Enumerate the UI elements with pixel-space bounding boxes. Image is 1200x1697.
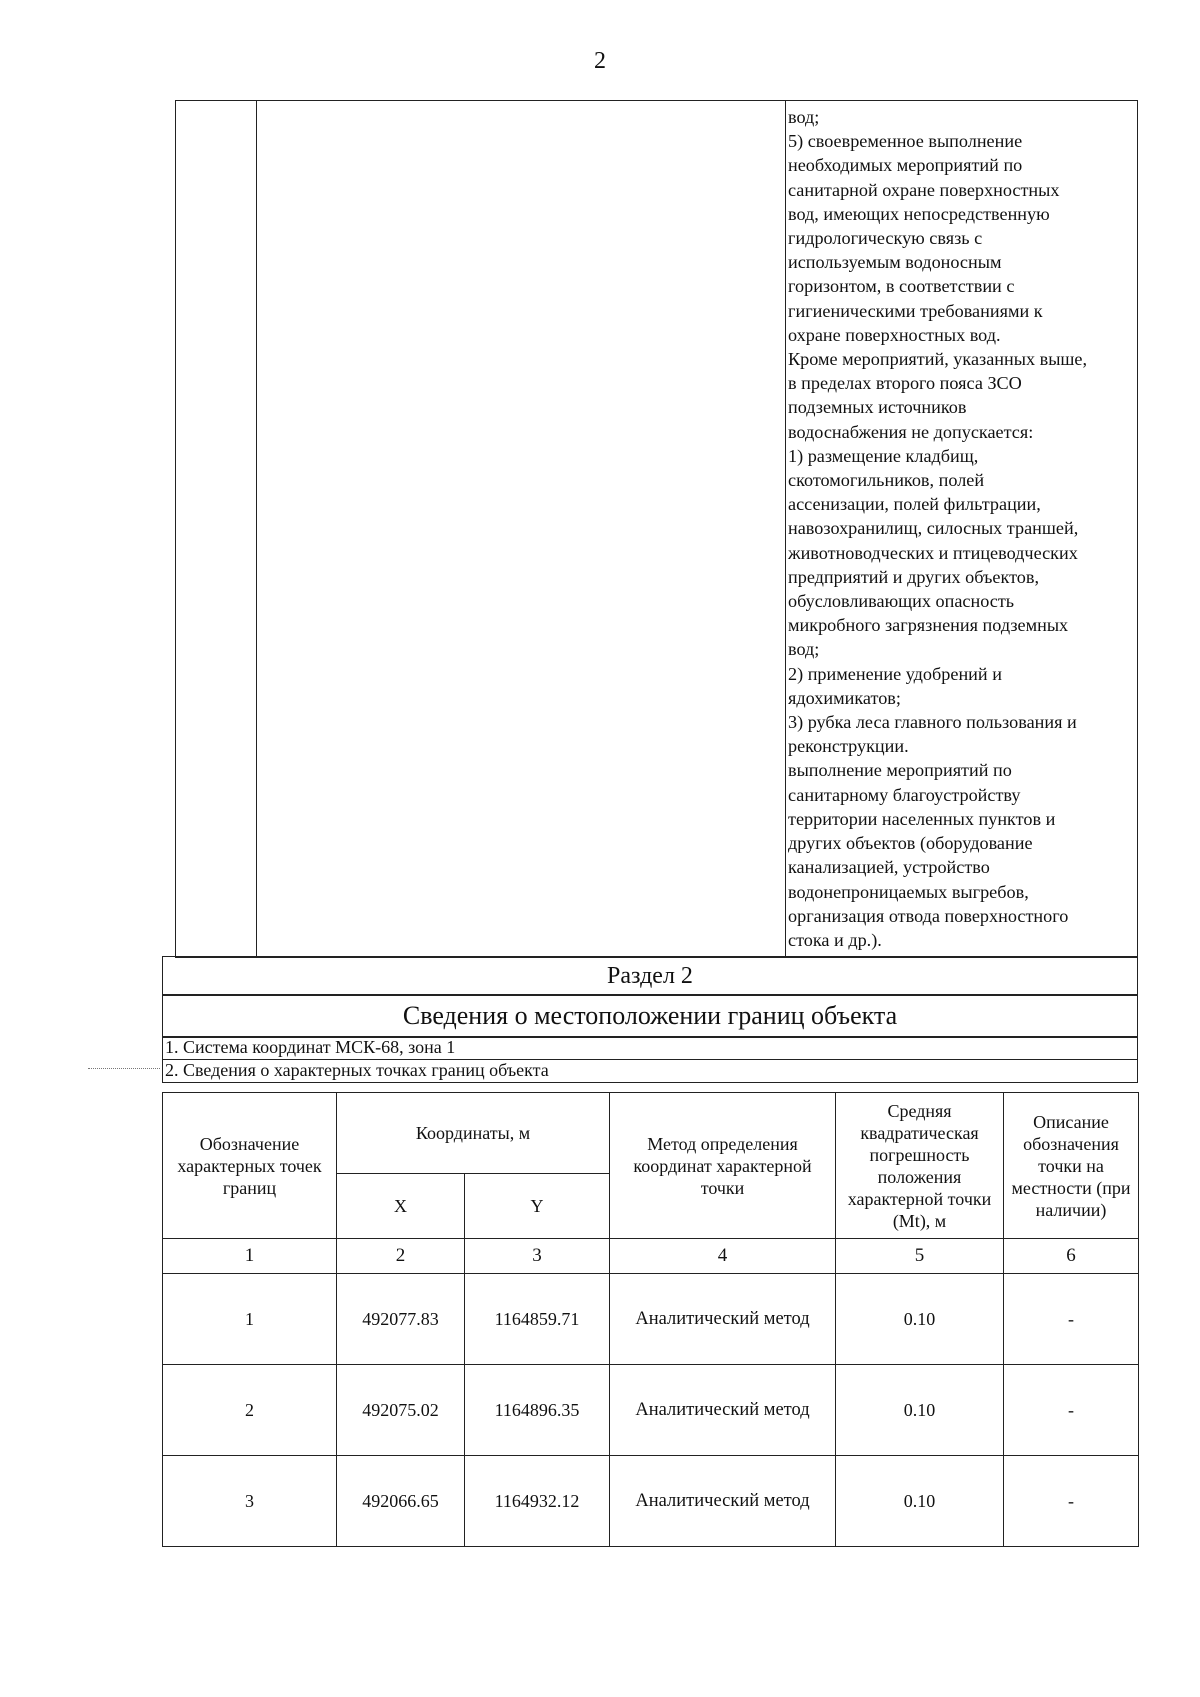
text-line: организация отвода поверхностного — [788, 905, 1069, 926]
header-description: Описание обозначения точки на местности (при наличии) — [1004, 1093, 1139, 1239]
text-line: 2) применение удобрений и — [788, 663, 1002, 684]
text-line: животноводческих и птицеводческих — [788, 542, 1078, 563]
text-line: стока и др.). — [788, 929, 882, 950]
text-line: подземных источников — [788, 397, 967, 418]
text-line: скотомогильников, полей — [788, 470, 985, 491]
cell-error: 0.10 — [836, 1456, 1004, 1547]
column-number: 1 — [163, 1239, 337, 1274]
column-number: 5 — [836, 1239, 1004, 1274]
section-heading: Раздел 2 — [162, 956, 1138, 996]
header-point-designation: Обозначение характерных точек границ — [163, 1093, 337, 1239]
dotted-leader-line — [88, 1068, 160, 1069]
text-line: используемым водоносным — [788, 252, 1002, 273]
boundary-points-table — [162, 1092, 1139, 1547]
table-row — [163, 1274, 1139, 1365]
page-number: 2 — [594, 48, 606, 74]
text-line: обусловливающих опасность — [788, 591, 1015, 612]
text-line: водонепроницаемых выгребов, — [788, 881, 1029, 902]
coord-system-line: 1. Система координат МСК-68, зона 1 — [162, 1036, 1138, 1060]
header-x: X — [337, 1174, 465, 1239]
text-line: санитарной охране поверхностных — [788, 179, 1060, 200]
text-line: 1) размещение кладбищ, — [788, 445, 979, 466]
cell-description: - — [1004, 1456, 1139, 1547]
text-line: микробного загрязнения подземных — [788, 615, 1069, 636]
cell-description: - — [1004, 1365, 1139, 1456]
column-number: 6 — [1004, 1239, 1139, 1274]
text-line: других объектов (оборудование — [788, 833, 1033, 854]
column-divider — [785, 101, 786, 957]
column-number-row — [163, 1239, 1139, 1274]
cell-x: 492075.02 — [337, 1365, 465, 1456]
header-coordinates: Координаты, м — [337, 1093, 610, 1174]
table-row — [163, 1456, 1139, 1547]
cell-method: Аналитический метод — [610, 1274, 836, 1365]
text-line: Кроме мероприятий, указанных выше, — [788, 349, 1088, 370]
cell-x: 492077.83 — [337, 1274, 465, 1365]
cell-point: 3 — [163, 1456, 337, 1547]
text-line: в пределах второго пояса ЗСО — [788, 373, 1022, 394]
header-mean-error: Средняя квадратическая погрешность положения характерной точки (Mt), м — [836, 1093, 1004, 1239]
text-line: 3) рубка леса главного пользования и — [788, 712, 1077, 733]
text-line: ядохимикатов; — [788, 687, 901, 708]
cell-method: Аналитический метод — [610, 1365, 836, 1456]
cell-x: 492066.65 — [337, 1456, 465, 1547]
cell-y: 1164896.35 — [465, 1365, 610, 1456]
column-divider — [256, 101, 257, 957]
header-method: Метод определения координат характерной точки — [610, 1093, 836, 1239]
text-line: санитарному благоустройству — [788, 784, 1021, 805]
text-line: гидрологическую связь с — [788, 228, 983, 249]
header-y: Y — [465, 1174, 610, 1239]
text-line: навозохранилищ, силосных траншей, — [788, 518, 1079, 539]
text-line: гигиеническими требованиями к — [788, 300, 1043, 321]
cell-method: Аналитический метод — [610, 1456, 836, 1547]
text-line: территории населенных пунктов и — [788, 808, 1056, 829]
cell-description: - — [1004, 1274, 1139, 1365]
cell-error: 0.10 — [836, 1365, 1004, 1456]
text-line: 5) своевременное выполнение — [788, 131, 1023, 152]
text-line: канализацией, устройство — [788, 857, 990, 878]
cell-point: 2 — [163, 1365, 337, 1456]
cell-y: 1164932.12 — [465, 1456, 610, 1547]
cell-point: 1 — [163, 1274, 337, 1365]
points-info-line: 2. Сведения о характерных точках границ объекта — [162, 1059, 1138, 1083]
text-line: необходимых мероприятий по — [788, 155, 1023, 176]
text-line: вод; — [788, 107, 820, 127]
text-line: горизонтом, в соответствии с — [788, 276, 1015, 297]
table-row — [163, 1365, 1139, 1456]
cell-error: 0.10 — [836, 1274, 1004, 1365]
text-line: реконструкции. — [788, 736, 909, 757]
upper-table-continuation — [175, 100, 1138, 958]
column-number: 4 — [610, 1239, 836, 1274]
text-line: предприятий и других объектов, — [788, 566, 1040, 587]
text-line: охране поверхностных вод. — [788, 324, 1001, 345]
text-line: водоснабжения не допускается: — [788, 421, 1034, 442]
text-line: выполнение мероприятий по — [788, 760, 1012, 781]
column-number: 3 — [465, 1239, 610, 1274]
column-number: 2 — [337, 1239, 465, 1274]
text-line: ассенизации, полей фильтрации, — [788, 494, 1041, 515]
text-line: вод, имеющих непосредственную — [788, 203, 1050, 224]
cell-y: 1164859.71 — [465, 1274, 610, 1365]
section-title: Сведения о местоположении границ объекта — [162, 994, 1138, 1038]
requirements-text — [788, 105, 1138, 952]
text-line: вод; — [788, 639, 820, 660]
